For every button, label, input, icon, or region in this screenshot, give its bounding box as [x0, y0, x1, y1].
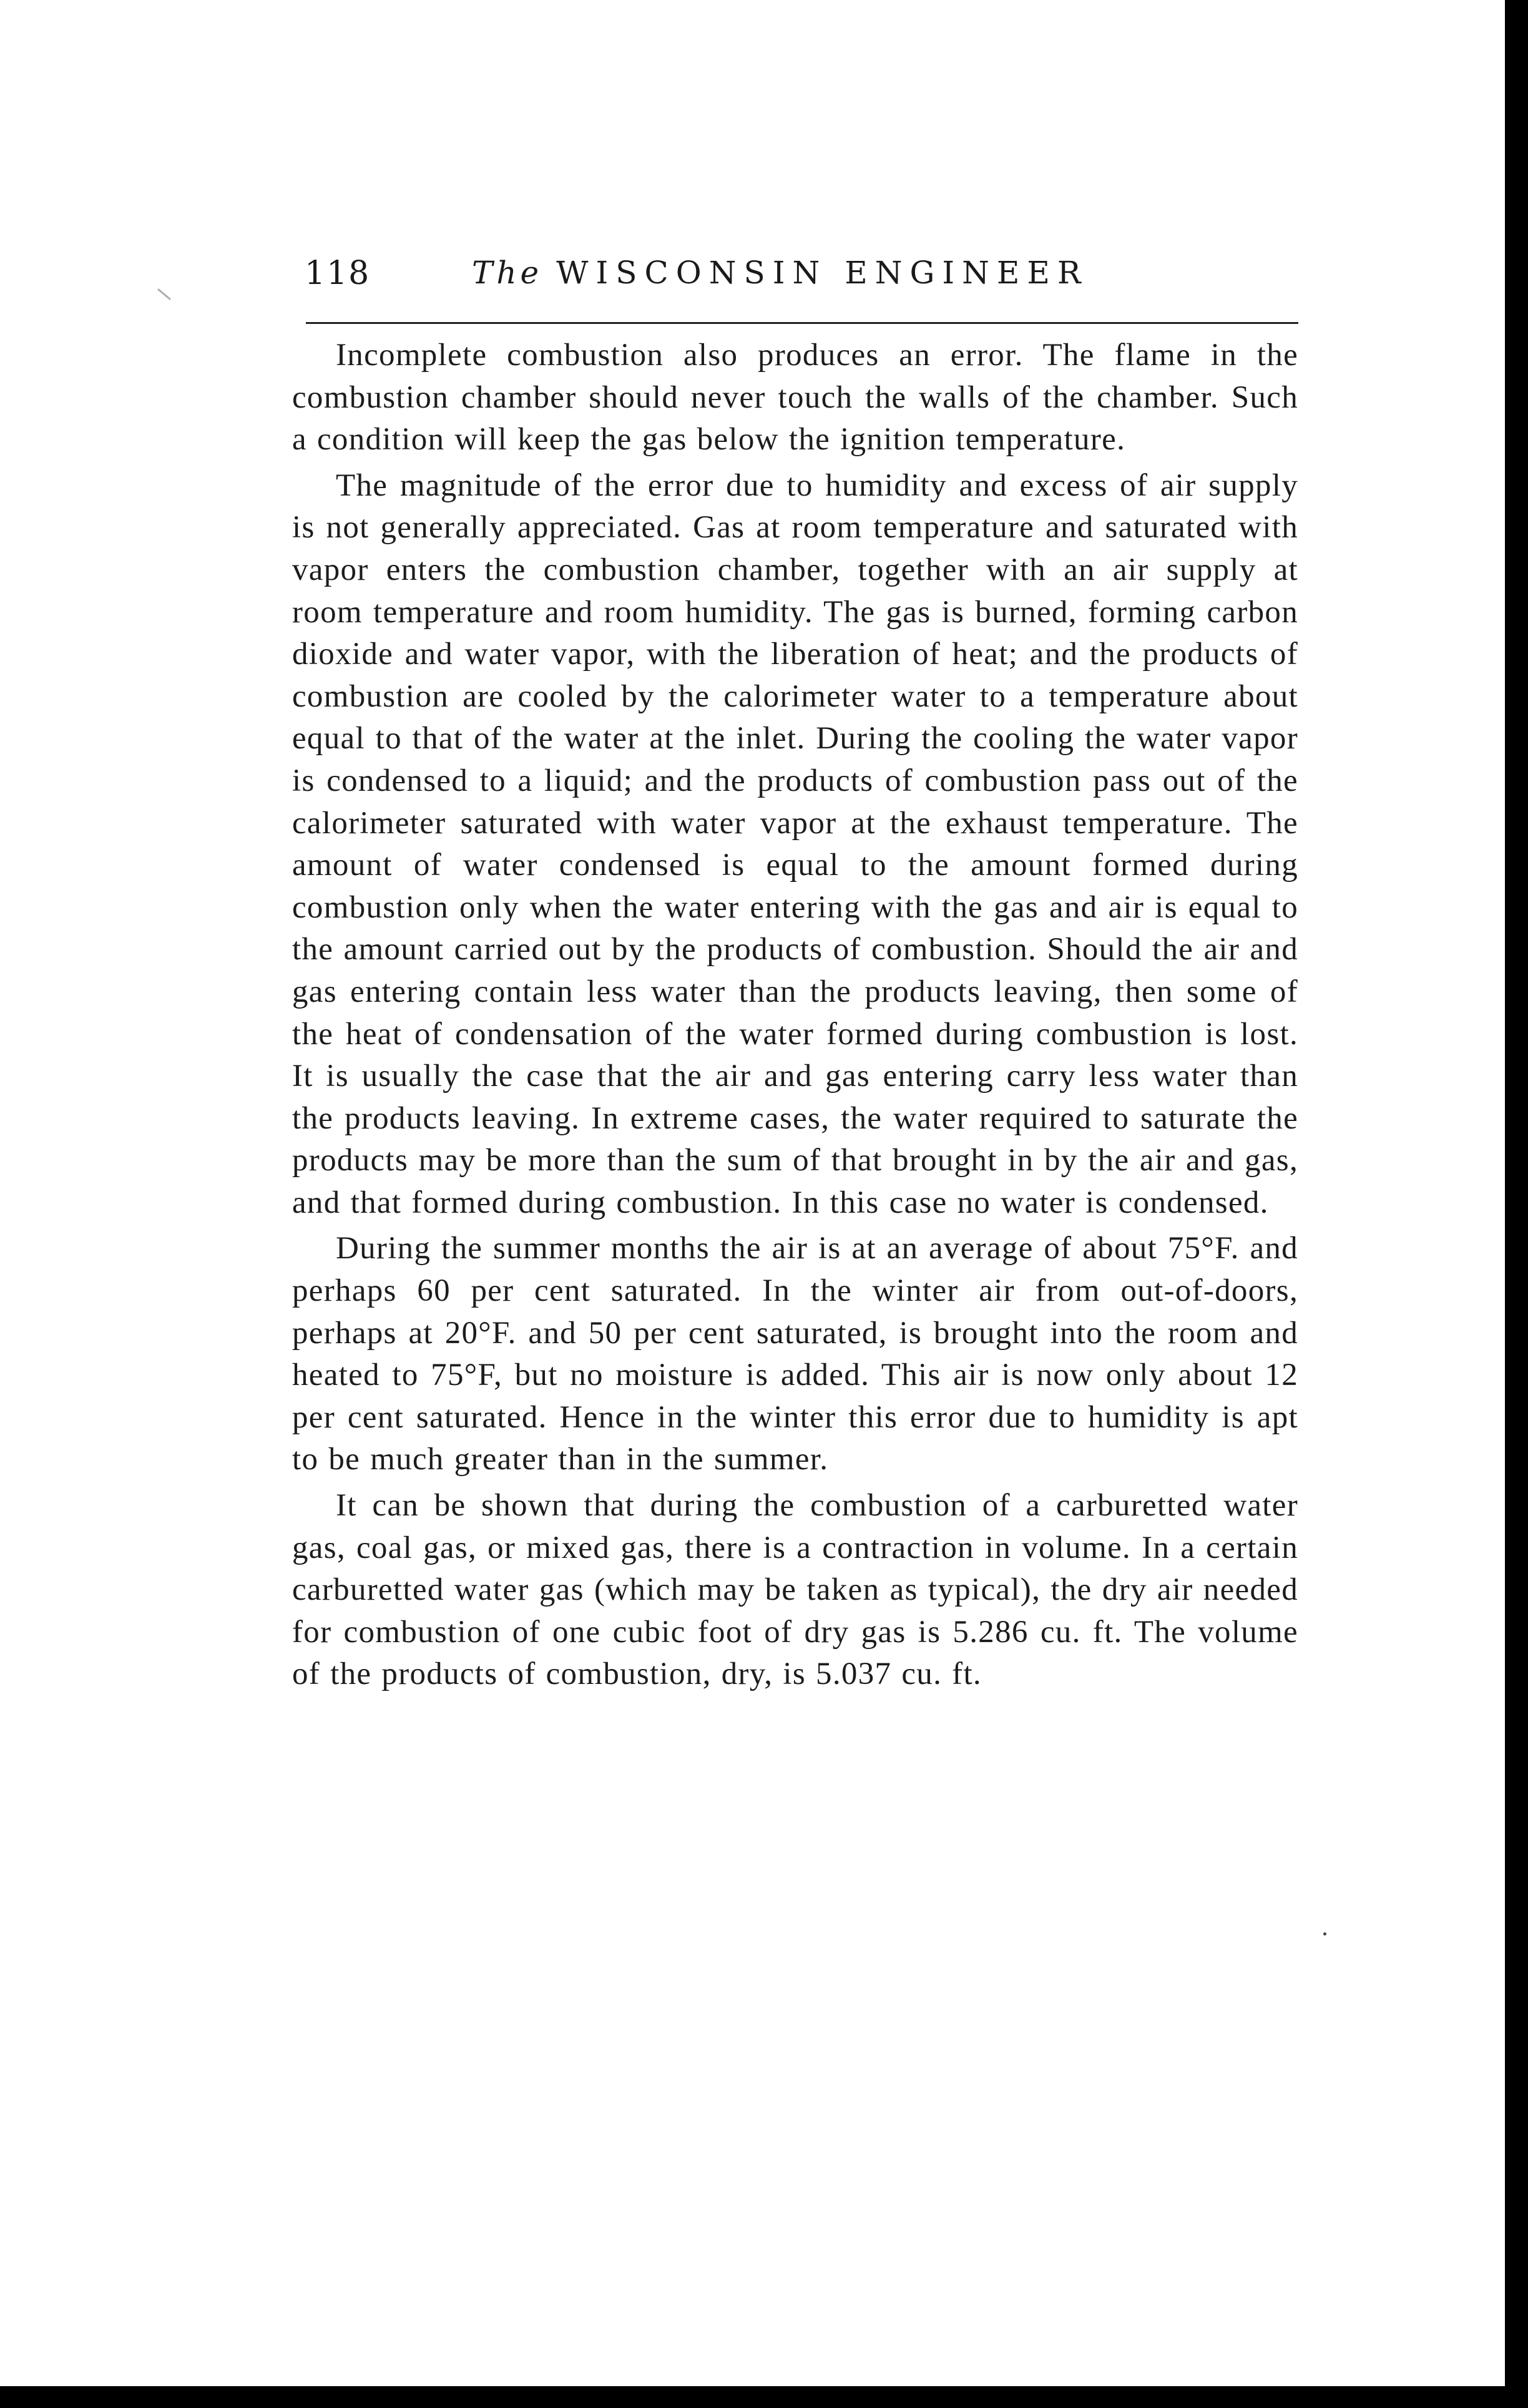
running-head [472, 255, 1089, 291]
paragraph-humidity-error: The magnitude of the error due to humidity and excess of air supply is not generally appreciated. Gas at room temperature and saturated with vapor enters the combustion chamber, together with an air supply at room temperature and room humidity. The gas is burned, forming carbon dioxide and water vapor, with the liberation of heat; and the products of combustion are cooled by the calorimeter water to a temperature about equal to that of the water at the inlet. During the cooling the water vapor is condensed to a liquid; and the products of combustion pass out of the calorimeter saturated with water vapor at the exhaust temperature. The amount of water condensed is equal to the amount formed during combustion only when the water entering with the gas and air is equal to the amount carried out by the products of combustion. Should the air and gas entering contain less water than the products leaving, then some of the heat of condensation of the water formed during combustion is lost. It is usually the case that the air and gas entering carry less water than the products leaving. In extreme cases, the water required to saturate the products may be more than the sum of that brought in by the air and gas, and that formed during combustion. In this case no water is condensed. [292, 467, 1298, 1220]
page-number: 118 [305, 255, 371, 292]
running-head-title: WISCONSIN ENGINEER [556, 255, 1089, 291]
scan-speck [1323, 1932, 1326, 1936]
scan-smudge [157, 288, 171, 300]
scan-border-bottom [0, 2386, 1528, 2408]
paragraph-seasonal-air: During the summer months the air is at an average of about 75°F. and perhaps 60 per cent saturated. In the winter air from out-of-doors, perhaps at 20°F. and 50 per cent saturated, is brought into the room and heated to 75°F, but no moisture is added. This air is now only about 12 per cent saturated. Hence in the winter this error due to humidity is apt to be much greater than in the summer. [292, 1231, 1298, 1477]
page-header [305, 255, 1298, 298]
header-rule [306, 322, 1298, 324]
article-body [292, 335, 1298, 1700]
running-head-the: The [472, 255, 543, 291]
paragraph-incomplete-combustion: Incomplete combustion also produces an error. The flame in the combustion chamber should never touch the walls of the chamber. Such a condition will keep the gas below the ignition temperature. [292, 338, 1298, 458]
scan-border-right [1505, 0, 1528, 2408]
paragraph-volume-contraction: It can be shown that during the combustion of a carburetted water gas, coal gas, or mixed gas, there is a contraction in volume. In a certain carburetted water gas (which may be taken as typical), the dry air needed for combustion of one cubic foot of dry gas is 5.286 cu. ft. The volume of the products of combustion, dry, is 5.037 cu. ft. [292, 1488, 1298, 1692]
